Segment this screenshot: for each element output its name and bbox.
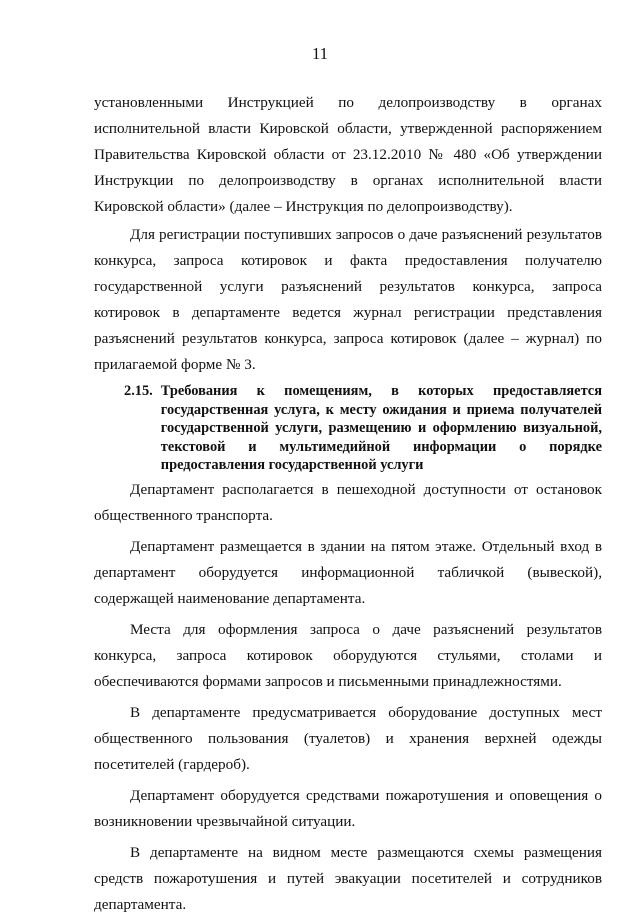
section-title: Требования к помещениям, в которых предоставляется государственная услуга, к месту ожидания и приема получателей государственной услуги, размещению и оформлению визуальной, текстовой и мультимедийной информации о порядке предоставления государственной услуги [160,383,602,473]
document-body [94,90,602,918]
paragraph-registration: Для регистрации поступивших запросов о даче разъяснений результатов конкурса, запроса котировок и факта предоставления получателю государственной услуги разъяснений результатов конкурса, запроса котировок в департаменте ведется журнал регистрации представления разъяснений результатов конкурса, запроса котировок (далее – журнал) по прилагаемой форме № 3. [94,226,602,373]
paragraph-furniture: Места для оформления запроса о даче разъяснений результатов конкурса, запроса котировок оборудуются стульями, столами и обеспечиваются формами запросов и письменными принадлежностями. [94,620,602,690]
paragraph-facilities: В департаменте предусматривается оборудование доступных мест общественного пользования (туалетов) и хранения верхней одежды посетителей (гардероб). [94,703,602,773]
paragraph-evacuation: В департаменте на видном месте размещаются схемы размещения средств пожаротушения и путей эвакуации посетителей и сотрудников департамента. [94,843,602,913]
paragraph-floor: Департамент размещается в здании на пятом этаже. Отдельный вход в департамент оборудуется информационной табличкой (вывеской), содержащей наименование департамента. [94,537,602,607]
section-heading [124,382,602,475]
paragraph-location: Департамент располагается в пешеходной доступности от остановок общественного транспорта. [94,480,602,524]
paragraph-continuation: установленными Инструкцией по делопроизводству в органах исполнительной власти Кировской области, утвержденной распоряжением Правительства Кировской области от 23.12.2010 № 480 «Об утверждении Инструкции по делопроизводству в органах исполнительной власти Кировской области» (далее – Инструкция по делопроизводству). [94,94,602,215]
page-number: 11 [311,44,329,63]
paragraph-fire-safety: Департамент оборудуется средствами пожаротушения и оповещения о возникновении чрезвычайной ситуации. [94,786,602,830]
section-number: 2.15. [124,383,153,399]
